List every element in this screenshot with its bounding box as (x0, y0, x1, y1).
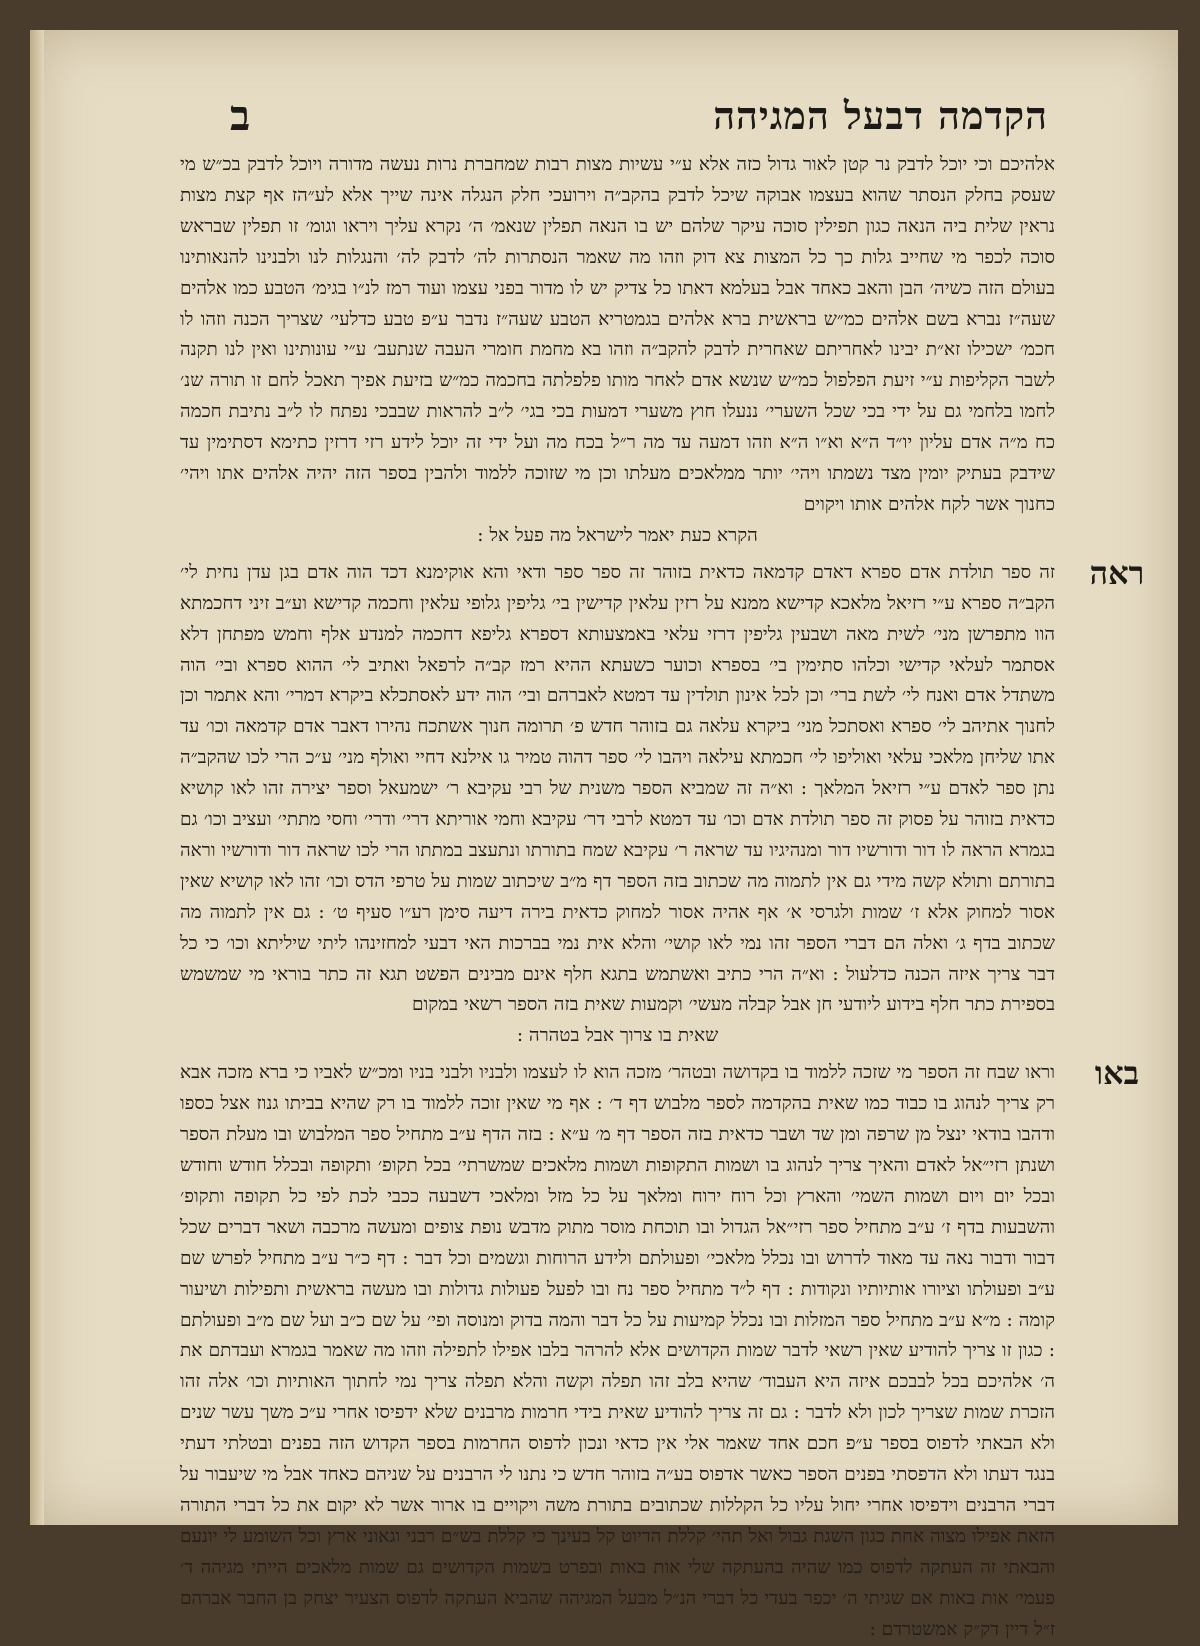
running-header (230, 86, 1048, 146)
paragraph-2: זה ספר תולדת אדם ספרא דאדם קדמאה כדאית בזוהר זה ספר ספר ודאי והא אוקימנא דכד הוה אדם בגן עדן נחית לי׳ הקב״ה ספרא ע״י רזיאל מלאכא קדישא ממנא על רזין עלאין קדישין בי׳ גליפין גלופי עלאין וחכמה קדישא וע״ב זיני דחכמתא הוו מתפרשן מני׳ לשית מאה ושבעין גליפין דרזי עלאי באמצעותא דספרא גליפא דחכמה למנדע אלף וחמש מפתחן דלא אסתמר לעלאי קדישי וכלהו סתימין בי׳ בספרא וכוער כשעתא ההיא רמז קב״ה לרפאל ואתיב לי׳ ההוא ספרא ובי׳ הוה משתדל אדם ואנח לי׳ לשת ברי׳ וכן לכל אינון תולדין עד דמטא לאברהם ובי׳ הוה ידע לאסתכלא ביקרא דמרי׳ והא אתמר וכן לחנוך אתיהב לי׳ ספרא ואסתכל מני׳ ביקרא עלאה גם בזוהר חדש פ׳ תרומה חנוך אשתכח נהירו דאבר אדם קדמאה וכו׳ עד אתו שליחן מלאכי עלאי ואוליפו לי׳ חכמתא עילאה ויהבו לי׳ ספר דהוה טמיר גו אילנא דחיי ואולף מני׳ ע״כ הרי לכו שהקב״ה נתן ספר לאדם ע״י רזיאל המלאך : וא״ה זה שמביא הספר משנית של רבי עקיבא ר׳ ישמעאל וספר יצירה זהו לאו קושיא כדאית בזוהר על פסוק זה ספר תולדת אדם וכו׳ עד דמטא לרבי דר׳ עקיבא וחמי אוריתא דרי׳ ודרי׳ וחסי מתתי׳ ועציב וכו׳ גם בגמרא הראה לו דור ודורשיו דור ומנהיגיו עד שראה ר׳ עקיבא שמח בתורתו ונתעצב במתתו הרי לכו שראה דור ודורשיו וראה בתורתם ותולא קשה מידי גם אין לתמוה מה שכתוב בזה הספר דף מ״ב שיכתוב שמות על טרפי הדס וכו׳ זהו לאו קושיא שאין אסור למחוק אלא ז׳ שמות ולגרסי א׳ אף אהיה אסור למחוק כדאית בירה דיעה סימן רע״ו סעיף ט׳ : גם אין לתמוה מה שכתוב בדף ג׳ ואלה הם דברי הספר זהו נמי לאו קושי׳ והלא אית נמי בברכות האי דבעי למחזינהו ליתי שיליתא וכו׳ כי כל דבר צריך איזה הכנה כדלעול : וא״ה הרי כתיב ואשתמש בתגא חלף אינם מבינים הפשט תגא זה כתר בוראי מי שמשמש בספירת כתר חלף בידוע ליודעי חן אבל קבלה מעשי׳ וקמעות שאית בזה הספר רשאי במקום (180, 561, 1055, 1016)
section-2 (180, 553, 1145, 1053)
paragraph-3: וראו שבח זה הספר מי שזכה ללמוד בו בקדושה ובטהר׳ מזכה הוא לו לעצמו ולבניו ולבני בניו ומכ״ש לאביו כי ברא מזכה אבא רק צריך לנהוג בו כבוד כמו שאית בהקדמה לספר מלבוש דף ד׳ : אף מי שאין זוכה ללמוד בו רק שהיא בביתו גנוז אצל כספו ודהבו בודאי ינצל מן שרפה ומן שד ושבר כדאית בזה הספר דף מ׳ ע״א : בזה הדף ע״ב מתחיל ספר המלבוש ובו מעלת הספר ושנתן רזי״אל לאדם והאיך צריך לנהוג בו ושמות התקופות ושמות מלאכים שמשרתי׳ בכל תקופ׳ ותקופה ובכלל חודש וחודש ובכל יום ויום ושמות השמי׳ והארץ וכל רוח ירוח ומלאך על כל מזל ומלאכי דשבעה ככבי לכת לפי כל תקופה ותקופ׳ והשבעות בדף ז׳ ע״ב מתחיל ספר רזי״אל הגדול ובו תוכחת מוסר מתוק מדבש נופת צופים ומעשה מרכבה ושאר דברים שכל דבור ודבור נאה עד מאוד לדרוש ובו נכלל מלאכי׳ ופעולתם ולידע הרוחות וגשמים וכל דבר : דף כ״ר ע״ב מתחיל לפרש שם ע״ב ופעולתו וציורו אותיותיו ונקודות : דף ל״ד מתחיל ספר נח ובו לפעל פעולות גדולות ובו מעשה בראשית ותפילות ושיעור קומה : מ״א ע״ב מתחיל ספר המזלות ובו נכלל קמיעות על כל דבר והמה בדוק ומנוסה ופי׳ על שם כ״ב ועל שם מ״ב ופעולתם : כגון זו צריך להודיע שאין רשאי לדבר שמות הקדושים אלא להרהר בלבו אפילו לתפילה וזהו מה שאמר בגמרא ועבדתם את ה׳ אלהיכם בכל לבבכם איזה היא העבוד׳ שהיא בלב זהו תפלה וקשה והלא תפלה צריך נמי לחתוך האותיות וכו׳ אלה זהו הזכרת שמות שצריך לכון ולא לדבר : גם זה צריך להודיע שאית בידי חרמות מרבנים שלא ידפיסו אחרי ע״כ משך עשר שנים ולא הבאתי לדפוס בספר ע״פ חכם אחד שאמר אלי אין כדאי ונכון לדפוס החרמות בספר הקדוש הזה בפנים ובטלתי דעתי בנגד דעתו ולא הדפסתי בפנים הספר כאשר אדפוס בע״ה בזוהר חדש כי נתנו לי הרבנים על שניהם כאחד אבל מי שיעבור על דברי הרבנים וידפיסו אחרי יחול עליו כל הקללות שכתובים בתורת משה ויקויים בו ארור אשר לא יקום את כל דברי התורה הזאת אפילו מצוה אחת כגון השגת גבול ואל תהי׳ קללת הדיוט קל בעינך כי קללת בש״ם רבני וגאוני ארץ וכל השומע לי יונעם והבאתי זה העתקה לדפוס כמו שהיה בהעתקה שלי אות באות ובפרט בשמות הקדושים גם שמות מלאכים הייתי מגיהה ד׳ פעמי׳ אות באות אם שגיתי ה׳ יכפר בעדי כל דברי הנ״ל מבעל המגיהה שהביא העתקה לדפוס הצעיר יצחק בן החבר אברהם ז״ל דיין דק״ק אמשטרדם : (180, 1062, 1055, 1640)
book-page (30, 30, 1178, 1640)
section-3 (180, 1054, 1140, 1645)
header-title: הקדמה דבעל המגיהה (713, 93, 1048, 138)
folio-number: ב (230, 91, 251, 140)
paragraph-2-end: שאית בו צרוך אבל בטהרה : (516, 1025, 719, 1047)
main-text (180, 150, 1145, 1646)
section-head-2: ראה (1089, 553, 1145, 592)
paragraph-1-end: הקרא כעת יאמר לישראל מה פעל אל : (477, 524, 758, 546)
paragraph-1: אלהיכם וכי יוכל לדבק נר קטן לאור גדול כזה אלא ע״י עשיות מצות רבות שמחברת נרות נעשה מדורה ויוכל לדבק בכ״ש מי שעסק בחלק הנסתר שהוא בעצמו אבוקה שיכל לדבק בהקב״ה וירועכי חלק הנגלה אינה שייך אלא לע״הז אף קצת מצות נראין שלית ביה הנאה כגון תפילין סוכה עיקר שלהם יש בו הנאה תפלין שנאמ׳ ה׳ נקרא עליך ויראו וגומ׳ זו תפלין שבראש סוכה לכפר מי שחייב גלות כך כל המצות צא דוק וזהו מה שאמר הנסתרות לה׳ לדבק לה׳ והנגלות לנו ולבנינו להנאותינו בעולם הזה כשיה׳ הבן והאב כאחד אבל בעלמא דאתו כל צדיק יש לו מדור בפני עצמו ועוד רמז לנ״ו בגימ׳ הטבע כמו אלהים שעה״ז נברא בשם אלהים כמ״ש בראשית ברא אלהים בגמטריא הטבע שעה״ז נדבר ע״פ טבע כדלעי׳ שצריך הכנה וזהו לו חכמ׳ ישכילו זא״ת יבינו לאחריתם שאחרית לדבק להקב״ה וזהו בא מחמת חומרי העבה שנתעב׳ ע״י עונותינו ואין לנו תקנה לשבר הקליפות ע״י זיעת הפלפול כמ״ש שנשא אדם לאחר מותו פלפלתה בחכמה כמ״ש בזיעת אפיך תאכל לחם זו תורה שנ׳ לחמו בלחמי גם על ידי בכי שכל השערי׳ ננעלו חוץ משערי דמעות בכי בגי׳ ל״ב להראות שבבכי נפתח לו ל״ב נתיבת חכמה כח מ״ה אדם עליון יו״ד ה״א וא״ו ה״א וזהו דמעה עד מה ר״ל בכח מה ועל ידי זה יוכל לידע רזי דרזין כתימא דסתימין עד שידבק בעתיק יומין מצד נשמתו ויהי׳ יותר ממלאכים מעלתו וכן מי שזוכה ללמוד ולהבין בספר הזה יהיה אלהים אתו ויהי׳ כחנוך אשר לקח אלהים אותו ויקוים (180, 154, 1055, 515)
page-gutter (30, 30, 44, 1525)
section-head-3: באו (1094, 1054, 1140, 1093)
